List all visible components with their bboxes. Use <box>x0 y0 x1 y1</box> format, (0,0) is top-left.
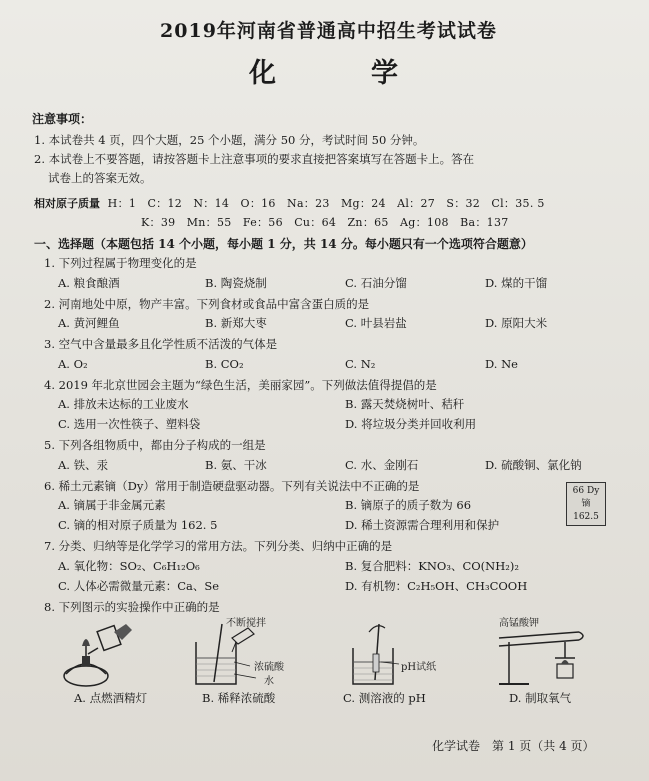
option: A. 铁、汞 <box>58 457 109 472</box>
atomic-mass-label: 相对原子质量 <box>34 197 100 210</box>
option: A. 镝属于非金属元素 <box>58 498 166 512</box>
subject-title: 化 学 <box>249 58 432 89</box>
ph-test-icon <box>319 618 469 690</box>
question-7: 7. 分类、归纳等是化学学习的常用方法。下列分类、归纳中正确的是 <box>44 539 393 553</box>
atomic-mass-line-2 <box>34 213 623 232</box>
option: C. 镝的相对原子质量为 162. 5 <box>58 518 218 532</box>
option: C. 水、金刚石 <box>345 457 419 472</box>
notice-item-2-cont: 试卷上的答案无效。 <box>48 171 152 185</box>
question-3: 3. 空气中含量最多且化学性质不活泼的气体是 <box>44 337 278 351</box>
option: B. 复合肥料：KNO₃、CO(NH₂)₂ <box>345 558 519 573</box>
question-6-options <box>34 495 623 535</box>
alcohol-lamp-icon <box>34 618 164 690</box>
option: D. 将垃圾分类并回收利用 <box>345 417 477 431</box>
element-name: 镝 <box>581 499 591 509</box>
question-4: 4. 2019 年北京世园会主题为“绿色生活，美丽家园”。下列做法值得提倡的是 <box>44 377 437 392</box>
question-6: 6. 稀土元素镝（Dy）常用于制造硬盘驱动器。下列有关说法中不正确的是 <box>44 478 420 493</box>
lab-tag-water: 水 <box>264 676 274 687</box>
option: C. 叶县岩盐 <box>345 316 407 330</box>
question-4-options <box>34 394 623 434</box>
lab-figure-d <box>469 618 609 710</box>
element-symbol: Dy <box>587 486 600 496</box>
option: D. 稀土资源需合理利用和保护 <box>345 518 500 532</box>
lab-figure-c <box>319 618 469 710</box>
lab-tag-ph-paper: pH试纸 <box>401 662 437 673</box>
option: C. N₂ <box>345 356 376 371</box>
question-5: 5. 下列各组物质中，都由分子构成的一组是 <box>44 438 266 452</box>
option: C. 选用一次性筷子、塑料袋 <box>58 417 201 431</box>
option: B. 新郑大枣 <box>205 316 267 330</box>
option: D. Ne <box>485 356 518 371</box>
test-tube-icon <box>469 618 609 690</box>
lab-tag-acid: 浓硫酸 <box>254 662 284 673</box>
lab-figures <box>34 618 623 710</box>
option: C. 人体必需微量元素：Ca、Se <box>58 578 220 593</box>
question-1: 1. 下列过程属于物理变化的是 <box>44 256 197 270</box>
lab-tag-stir: 不断搅拌 <box>226 618 266 629</box>
notice-label: 注意事项： <box>32 112 93 126</box>
option: A. 粮食酿酒 <box>58 275 120 290</box>
option: B. 氨、干冰 <box>205 457 267 472</box>
element-number: 66 <box>572 486 585 496</box>
lab-figure-b <box>174 618 319 710</box>
lab-caption-c: C. 测溶液的 pH <box>343 691 426 705</box>
option: A. 黄河鲤鱼 <box>58 316 120 330</box>
lab-tag-kmno4: 高锰酸钾 <box>499 618 539 629</box>
question-5-options <box>34 455 623 475</box>
option: D. 煤的干馏 <box>485 275 548 290</box>
section-heading: 一、选择题（本题包括 14 个小题，每小题 1 分，共 14 分。每小题只有一个选项符合题意） <box>34 237 533 251</box>
option: D. 硫酸铜、氯化钠 <box>485 457 582 472</box>
notice-item-1: 1. 本试卷共 4 页，四个大题，25 个小题，满分 50 分，考试时间 50 分钟。 <box>34 133 425 147</box>
option: D. 有机物：C₂H₅OH、CH₃COOH <box>345 578 528 593</box>
question-8: 8. 下列图示的实验操作中正确的是 <box>44 599 220 614</box>
option: B. 陶瓷烧制 <box>205 275 267 290</box>
option: A. O₂ <box>58 356 88 371</box>
lab-figure-a <box>34 618 174 710</box>
option: A. 氧化物：SO₂、C₆H₁₂O₆ <box>58 558 200 573</box>
option: C. 石油分馏 <box>345 275 407 290</box>
option: B. 镝原子的质子数为 66 <box>345 498 472 512</box>
lab-caption-b: B. 稀释浓硫酸 <box>202 691 276 705</box>
atomic-mass-values-1: H：1 C：12 N：14 O：16 Na：23 Mg：24 Al：27 S：32 Cl：35. 5 <box>107 197 545 210</box>
atomic-mass-line-1 <box>34 194 623 213</box>
exam-title: 2019年河南省普通高中招生考试试卷 <box>160 20 497 42</box>
element-card <box>566 482 606 526</box>
option: B. 露天焚烧树叶、秸秆 <box>345 397 465 411</box>
element-number-symbol <box>567 485 605 498</box>
page-footer: 化学试卷 第 1 页（共 4 页） <box>432 739 595 753</box>
question-2-options <box>34 313 623 333</box>
option: A. 排放未达标的工业废水 <box>58 397 189 411</box>
question-1-options <box>34 273 623 293</box>
element-mass: 162.5 <box>573 512 599 522</box>
question-7-options <box>34 556 623 596</box>
atomic-mass-values-2: K：39 Mn：55 Fe：56 Cu：64 Zn：65 Ag：108 Ba：137 <box>141 216 509 229</box>
option: D. 原阳大米 <box>485 316 548 330</box>
question-3-options <box>34 354 623 374</box>
lab-caption-a: A. 点燃酒精灯 <box>74 691 148 705</box>
question-2: 2. 河南地处中原，物产丰富。下列食材或食品中富含蛋白质的是 <box>44 296 370 311</box>
lab-caption-d: D. 制取氧气 <box>509 691 572 705</box>
option: B. CO₂ <box>205 356 244 371</box>
notice-item-2: 2. 本试卷上不要答题，请按答题卡上注意事项的要求直接把答案填写在答题卡上。答在 <box>34 152 475 166</box>
